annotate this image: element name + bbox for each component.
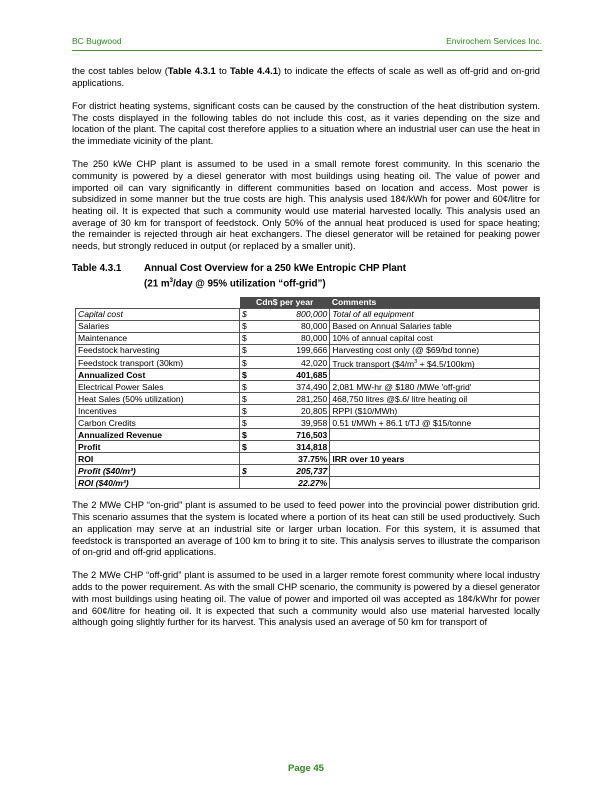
row-label: Profit [76,441,240,453]
row-comment: 2,081 MW-hr @ $180 /MWe 'off-grid' [330,381,540,393]
paragraph-intro: the cost tables below (Table 4.3.1 to Table 4.4.1) to indicate the effects of scale as well as off-grid and on-grid applications. [72,65,541,88]
paragraph-2mwe-off-grid: The 2 MWe CHP “off-grid” plant is assumed to be used in a larger remote forest community where local industry adds to the power requirement. As with the small CHP scenario, the community is powered by a diesel generator with most buildings using heating oil. The value of power and imported oil was accepted as 18¢/kWhr for power and 60¢/litre for heating oil. It is expected that such a community would also use material harvested locally although going slightly further for its harvest. This analysis used an average of 50 km for transport of [72,569,540,628]
row-label: Feedstock harvesting [76,344,240,356]
row-value: 401,685 [252,369,330,381]
table-row [76,477,540,489]
row-value: 80,000 [252,320,330,332]
row-label: Electrical Power Sales [76,381,240,393]
page-content [72,65,540,640]
table-row [76,429,540,441]
row-comment: IRR over 10 years [330,453,540,465]
row-currency: $ [240,381,252,393]
row-value: 199,666 [252,344,330,356]
row-currency [240,453,252,465]
table-row [76,344,540,356]
table-row [76,381,540,393]
column-header-comments: Comments [330,297,540,309]
row-comment: 0.51 t/MWh + 86.1 t/TJ @ $15/tonne [330,417,540,429]
row-comment [330,441,540,453]
row-currency: $ [240,417,252,429]
row-label: Profit ($40/m³) [76,465,240,477]
page-header [72,36,542,50]
table-row [76,320,540,332]
row-value: 374,490 [252,381,330,393]
row-value: 20,805 [252,405,330,417]
table-row [76,405,540,417]
row-currency: $ [240,429,252,441]
row-comment: Truck transport ($\$4/m^3$ + $4.5/100km) [330,356,540,369]
paragraph-250kwe-scenario: The 250 kWe CHP plant is assumed to be used in a small remote forest community. In this scenario the community is powered by a diesel generator with most buildings using heating oil. The value of power and imported oil can vary significantly in different communities based on location and access. Most power is subsidized in some manner but the true costs are high. This analysis used 18¢/kWh for power and 60¢/litre for heating oil. It is expected that such a community would use material harvested locally. This analysis used an average of 30 km for transport of feedstock. Only 50% of the annual heat produced is used for space heating; the remainder is rejected through air heat exchangers. The diesel generator will be retained for peaking power needs, but strongly reduced in output (or replaced by a smaller unit). [72,158,540,252]
row-label: ROI [76,453,240,465]
row-comment [330,465,540,477]
row-comment [330,429,540,441]
row-currency: $ [240,356,252,369]
row-currency: $ [240,320,252,332]
row-label: Heat Sales (50% utilization) [76,393,240,405]
row-value: 22.27% [252,477,330,489]
table-row [76,441,540,453]
header-left: BC Bugwood [72,36,122,46]
row-currency: $ [240,465,252,477]
table-row [76,393,540,405]
table-row [76,417,540,429]
row-value: 716,503 [252,429,330,441]
row-value: 314,818 [252,441,330,453]
table-row [76,356,540,369]
table-ref-4-4-1: Table 4.4.1 [230,65,278,76]
table-row [76,332,540,344]
row-label: Salaries [76,320,240,332]
row-currency: $ [240,441,252,453]
table-row [76,369,540,381]
row-comment: Total of all equipment [330,308,540,320]
page-number: Page 45 [288,763,324,774]
table-row [76,465,540,477]
row-label: Feedstock transport (30km) [76,356,240,369]
table-subtitle: (21 $m^3$/day @ 95% utilization “off-grid”) [144,278,326,290]
row-currency: $ [240,344,252,356]
table-number: Table 4.3.1 [72,263,122,275]
row-currency [240,477,252,489]
row-value: 37.75% [252,453,330,465]
row-comment: RPPI ($10/MWh) [330,405,540,417]
row-comment: 10% of annual capital cost [330,332,540,344]
table-row [76,308,540,320]
row-currency: $ [240,332,252,344]
cost-overview-table [75,297,540,490]
row-label: Annualized Revenue [76,429,240,441]
header-right: Envirochem Services Inc. [446,36,542,46]
row-currency: $ [240,393,252,405]
table-body [76,308,540,489]
row-currency: $ [240,369,252,381]
column-header-value: Cdn$ per year [240,297,330,309]
row-comment: Based on Annual Salaries table [330,320,540,332]
row-label: Capital cost [76,308,240,320]
row-label: ROI ($40/m³) [76,477,240,489]
paragraph-district-heating: For district heating systems, significant costs can be caused by the construction of the heat distribution system. The costs displayed in the following tables do not include this cost, as it varies depending on the size and location of the plant. The capital cost therefore applies to a situation where an industrial user can use the heat in the immediate vicinity of the plant. [72,99,540,147]
row-comment: 468,750 litres @$.6/ litre heating oil [330,393,540,405]
row-currency: $ [240,308,252,320]
row-comment [330,477,540,489]
row-value: 800,000 [252,308,330,320]
row-currency: $ [240,405,252,417]
row-value: 80,000 [252,332,330,344]
row-label: Annualized Cost [76,369,240,381]
row-label: Carbon Credits [76,417,240,429]
table-row [76,453,540,465]
row-value: 42,020 [252,356,330,369]
row-label: Maintenance [76,332,240,344]
row-value: 39,958 [252,417,330,429]
row-value: 281,250 [252,393,330,405]
row-comment: Harvesting cost only (@ $69/bd tonne) [330,344,540,356]
table-caption [72,263,540,290]
table-ref-4-3-1: Table 4.3.1 [167,65,216,76]
row-value: 205,737 [252,465,330,477]
row-comment [330,369,540,381]
table-title: Annual Cost Overview for a 250 kWe Entropic CHP Plant [144,263,407,275]
paragraph-2mwe-on-grid: The 2 MWe CHP “on-grid” plant is assumed to be used to feed power into the provincial power distribution grid. This scenario assumes that the system is located where a portion of its heat can still be used productively. Such an application may serve at an industrial site or larger urban location. For this system, it is assumed that feedstock is transported an average of 100 km to bring it to site. This analysis serves to illustrate the comparison of on-grid and off-grid applications. [72,499,540,558]
row-label: Incentives [76,405,240,417]
header-divider [72,50,542,51]
